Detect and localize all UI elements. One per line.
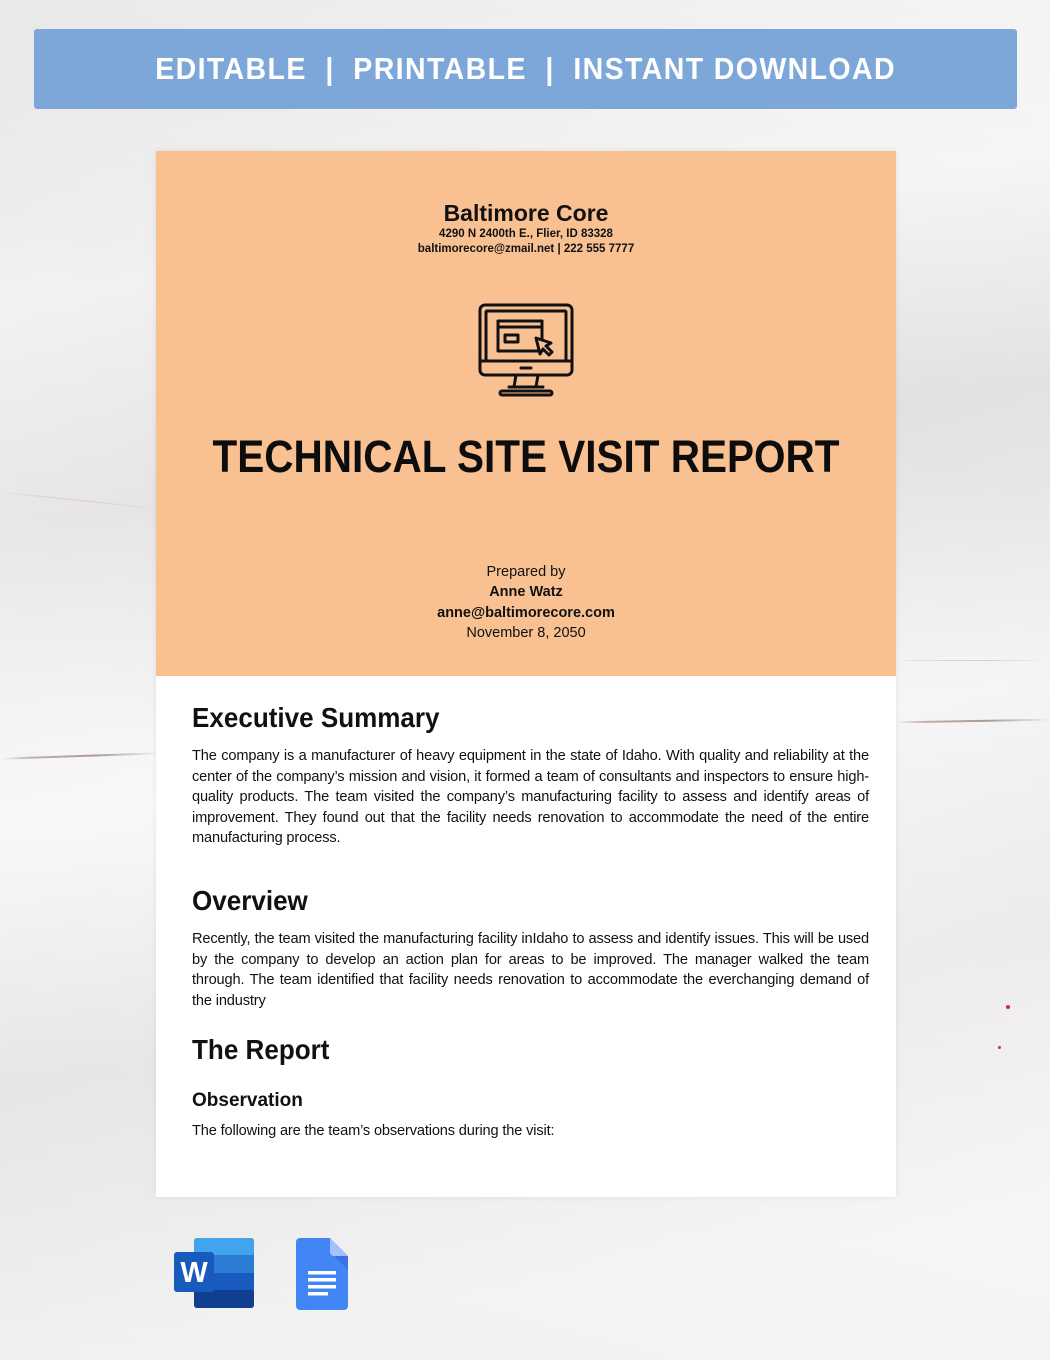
marble-vein xyxy=(0,752,160,760)
report-date: November 8, 2050 xyxy=(466,625,586,641)
executive-summary-heading: Executive Summary xyxy=(192,702,440,733)
report-title: TECHNICAL SITE VISIT REPORT xyxy=(212,431,840,482)
observation-heading: Observation xyxy=(192,1090,303,1111)
background-speck xyxy=(998,1046,1001,1049)
marble-vein xyxy=(0,492,159,510)
preparer-name: Anne Watz xyxy=(489,584,563,600)
marble-vein xyxy=(895,719,1050,724)
observation-text: The following are the team’s observations during the visit: xyxy=(192,1123,555,1139)
executive-summary-text: The company is a manufacturer of heavy equipment in the state of Idaho. With quality and reliability at the center of the company’s mission and vision, it formed a team of consultants and inspectors to ensure high-quality products. The team visited the company’s manufacturing facility to assess and identify areas of improvement. They found out that the facility needs renovation to accommodate the need of the entire manufacturing process. xyxy=(192,748,869,846)
overview-text: Recently, the team visited the manufacturing facility inIdaho to assess and identify issues. This will be used by the company to develop an action plan for areas to be improved. The manager walked the team through. The team identified that facility needs renovation to accommodate the everchanging demand of the industry xyxy=(192,931,869,1009)
monitor-cursor-icon xyxy=(478,303,574,397)
banner-text: EDITABLE | PRINTABLE | INSTANT DOWNLOAD xyxy=(155,51,896,86)
svg-text:W: W xyxy=(180,1257,208,1289)
overview-heading: Overview xyxy=(192,885,308,916)
google-docs-icon[interactable] xyxy=(296,1238,348,1310)
document-page xyxy=(156,151,896,1197)
company-address: 4290 N 2400th E., Flier, ID 83328 xyxy=(439,228,613,240)
microsoft-word-icon[interactable] xyxy=(174,1238,254,1308)
marble-vein xyxy=(895,660,1050,661)
preparer-email: anne@baltimorecore.com xyxy=(437,605,615,621)
company-name: Baltimore Core xyxy=(443,200,609,226)
company-contact: baltimorecore@zmail.net | 222 555 7777 xyxy=(417,243,635,255)
prepared-by-label: Prepared by xyxy=(486,564,566,580)
cover-section xyxy=(156,151,896,676)
the-report-heading: The Report xyxy=(192,1034,330,1065)
feature-banner xyxy=(34,29,1017,109)
background-speck xyxy=(1006,1005,1010,1009)
